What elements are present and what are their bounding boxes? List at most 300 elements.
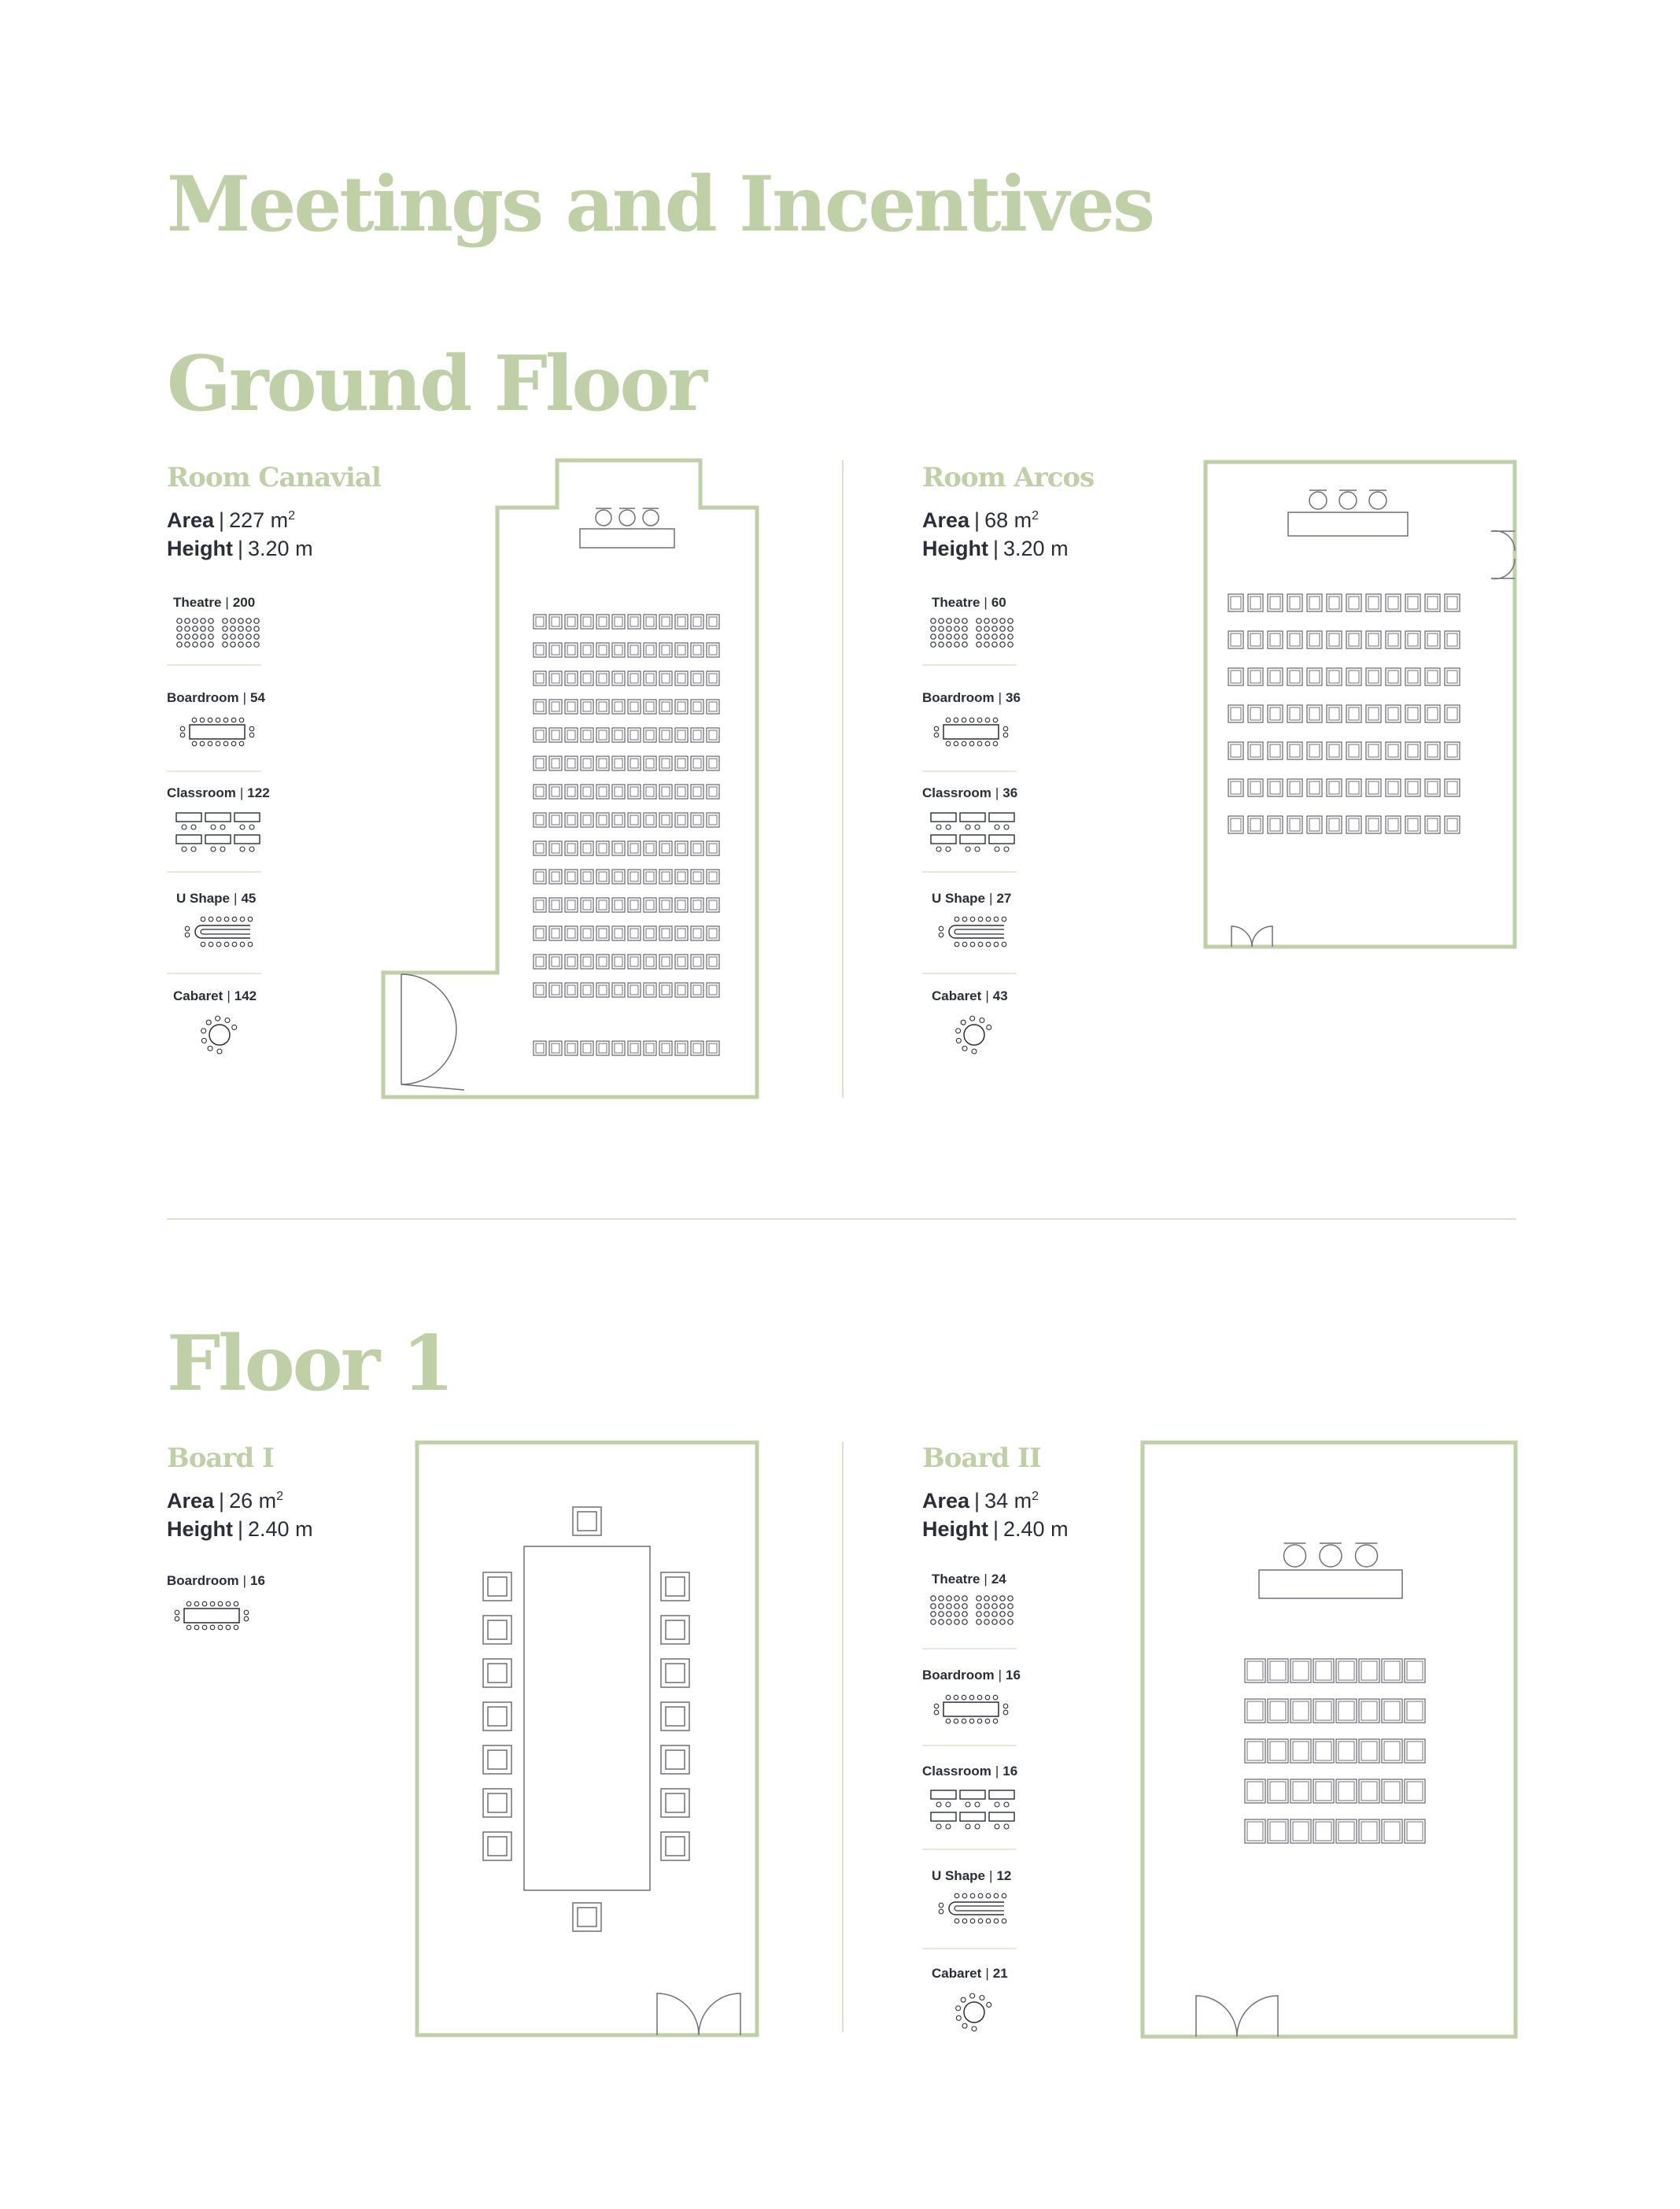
seat-dot xyxy=(194,1625,199,1630)
stage-table xyxy=(580,529,674,548)
area-unit-sup: 2 xyxy=(1032,1490,1039,1503)
door-leaf xyxy=(1231,926,1252,947)
chair xyxy=(1382,1779,1402,1803)
chair-seat xyxy=(1384,1701,1400,1720)
seat-dot xyxy=(931,1612,936,1616)
chair-seat xyxy=(552,1044,559,1053)
seat-dot xyxy=(993,1695,998,1700)
seat-dot xyxy=(986,1893,991,1898)
chair-seat xyxy=(615,787,622,796)
chair-seat xyxy=(1309,744,1320,757)
separator: | xyxy=(238,1517,244,1541)
chair-seat xyxy=(693,957,701,966)
chair-seat xyxy=(583,872,591,881)
chair-seat xyxy=(646,957,654,966)
chair-seat xyxy=(567,957,575,966)
floor-title-floor1: Floor 1 xyxy=(167,1319,452,1408)
area-label: Area xyxy=(922,508,970,532)
seat-dot xyxy=(987,1025,991,1029)
desk xyxy=(989,835,1014,844)
chair-seat xyxy=(1388,670,1398,683)
seat-dot xyxy=(947,1620,951,1624)
layout-name: Theatre xyxy=(932,595,980,610)
seat-dot xyxy=(970,1893,975,1898)
seat-dot xyxy=(954,626,959,631)
chair-seat xyxy=(1293,1701,1309,1720)
chair-seat xyxy=(662,957,670,966)
speaker-seat xyxy=(619,510,635,526)
chair-seat xyxy=(1270,707,1280,720)
seat-dot xyxy=(231,634,235,639)
chair-seat xyxy=(552,957,559,966)
layout-capacity: 200 xyxy=(232,595,256,610)
chair-seat xyxy=(1427,597,1438,609)
seat-dot xyxy=(211,825,216,829)
chair-seat xyxy=(615,872,622,881)
chair-seat xyxy=(1250,597,1261,609)
u-table-inner xyxy=(954,1906,1004,1911)
chair-seat xyxy=(678,957,685,966)
chair-seat xyxy=(1270,1661,1286,1680)
separator: | xyxy=(242,1573,247,1588)
chair-seat xyxy=(1368,634,1379,646)
chair-seat xyxy=(1384,1742,1400,1760)
chair-seat xyxy=(1388,744,1398,757)
chair-seat xyxy=(1447,818,1457,831)
seat-dot xyxy=(186,1625,191,1630)
chair-seat xyxy=(709,617,717,626)
chair-seat xyxy=(1247,1822,1263,1841)
chair-row xyxy=(534,615,719,629)
chair-seat xyxy=(1247,1782,1263,1801)
chair-seat xyxy=(662,844,670,853)
chair-seat xyxy=(599,844,607,853)
seat-dot xyxy=(231,626,235,631)
seat-dot xyxy=(249,726,254,731)
seat-dot xyxy=(975,1802,980,1807)
chair-seat xyxy=(1427,818,1438,831)
plan-board-ii xyxy=(922,1442,1516,2037)
chair-seat xyxy=(1270,1742,1286,1760)
chair-seat xyxy=(599,645,607,655)
chair-seat xyxy=(599,872,607,881)
separator: | xyxy=(974,1489,980,1513)
chair-seat xyxy=(630,957,638,966)
chair-seat xyxy=(1349,744,1359,757)
chair-seat xyxy=(1338,1742,1354,1760)
seat-dot xyxy=(934,726,939,731)
seat-dot xyxy=(972,2026,977,2031)
seat-dot xyxy=(954,1919,959,1923)
chair-seat xyxy=(1388,781,1398,794)
seat-dot xyxy=(969,741,974,746)
chair-seat xyxy=(615,900,622,910)
boardroom-layout-icon xyxy=(180,718,254,746)
seat-dot xyxy=(966,847,970,851)
chair-seat xyxy=(1250,744,1261,757)
seat-dot xyxy=(254,619,259,623)
area-label: Area xyxy=(922,1489,970,1513)
chair-seat xyxy=(1329,634,1339,646)
chair-seat xyxy=(1408,634,1418,646)
door-leaf xyxy=(1196,1996,1237,2037)
seat-dot xyxy=(254,626,259,631)
layout-capacity: 43 xyxy=(992,988,1008,1003)
seat-dot xyxy=(985,741,990,746)
seat-dot xyxy=(936,847,941,851)
seat-dot xyxy=(986,942,991,947)
chair-seat xyxy=(1250,634,1261,646)
separator: | xyxy=(219,1489,225,1513)
chair-row xyxy=(1245,1659,1425,1683)
layout-name: Boardroom xyxy=(922,1668,995,1683)
chair-seat xyxy=(709,759,717,768)
seat-dot xyxy=(970,942,975,947)
seat-dot xyxy=(954,1604,959,1609)
seat-dot xyxy=(1008,1604,1013,1609)
chair-seat xyxy=(709,957,717,966)
chair-seat xyxy=(662,900,670,910)
chair-seat xyxy=(693,900,701,910)
table xyxy=(943,725,999,739)
seat-dot xyxy=(1000,619,1005,623)
layout-name: U Shape xyxy=(176,891,231,906)
u-table-inner xyxy=(954,929,1004,934)
chair-seat xyxy=(630,929,638,938)
chair-seat xyxy=(630,844,638,853)
chair-seat xyxy=(1361,1742,1377,1760)
seat-dot xyxy=(977,1604,981,1609)
u-shape-layout-icon xyxy=(939,917,1006,947)
chair-seat xyxy=(709,730,717,740)
chair-seat xyxy=(552,759,559,768)
door-sill xyxy=(401,1084,464,1090)
seat-dot xyxy=(962,1893,967,1898)
chair-seat xyxy=(1293,1661,1309,1680)
chair xyxy=(1336,1659,1357,1683)
seat-dot xyxy=(1002,1919,1006,1923)
chair-seat xyxy=(1349,707,1359,720)
chair-seat xyxy=(599,900,607,910)
chair-seat xyxy=(583,844,591,853)
seat-dot xyxy=(218,1601,223,1606)
seat-dot xyxy=(962,1919,967,1923)
chair-seat xyxy=(1388,818,1398,831)
chair-seat xyxy=(1349,670,1359,683)
chair-row xyxy=(1245,1739,1425,1763)
room-outline xyxy=(417,1442,757,2035)
seat-dot xyxy=(185,933,190,937)
chair-row xyxy=(1228,705,1460,722)
seat-dot xyxy=(992,1596,997,1601)
seat-dot xyxy=(954,1893,959,1898)
seat-dot xyxy=(995,847,999,851)
seat-dot xyxy=(980,1996,984,2000)
seat-dot xyxy=(226,1625,231,1630)
chair-seat xyxy=(646,929,654,938)
chair-seat xyxy=(615,815,622,825)
chair-seat xyxy=(1408,744,1418,757)
stage-table xyxy=(1288,512,1408,536)
chair-seat xyxy=(1407,1822,1423,1841)
chair xyxy=(1336,1779,1357,1803)
chair-seat xyxy=(1309,818,1320,831)
seat-dot xyxy=(209,942,213,947)
seat-dot xyxy=(954,741,958,746)
layout-name: U Shape xyxy=(932,1868,986,1883)
chair-seat xyxy=(1384,1782,1400,1801)
seat-dot xyxy=(939,1596,943,1601)
height-label: Height xyxy=(922,1517,988,1541)
layout-name: Boardroom xyxy=(167,1573,239,1588)
chair-seat xyxy=(583,759,591,768)
seat-dot xyxy=(939,1604,943,1609)
seat-dot xyxy=(936,1824,941,1829)
seat-dot xyxy=(978,1919,983,1923)
chair-seat xyxy=(662,1044,670,1053)
separator: | xyxy=(995,1764,999,1779)
seat-dot xyxy=(954,1612,959,1616)
chair-seat xyxy=(1329,818,1339,831)
seat-dot xyxy=(977,619,981,623)
chair-seat xyxy=(615,759,622,768)
chair-seat xyxy=(567,844,575,853)
chair-seat xyxy=(1349,634,1359,646)
seat-dot xyxy=(936,1802,941,1807)
layout-name: Classroom xyxy=(922,785,991,800)
layout-capacity: 21 xyxy=(992,1966,1008,1981)
separator: | xyxy=(998,690,1002,705)
area-value: 26 m xyxy=(229,1489,277,1513)
seat-dot xyxy=(210,1601,215,1606)
chair xyxy=(1405,1659,1425,1683)
chair-seat xyxy=(646,787,654,796)
seat-dot xyxy=(962,1695,966,1700)
seat-dot xyxy=(931,634,936,639)
door-leaf xyxy=(401,1029,456,1084)
chair-seat xyxy=(536,985,544,995)
chair-seat xyxy=(630,730,638,740)
chair-seat xyxy=(1361,1701,1377,1720)
seat-dot xyxy=(962,626,967,631)
chair-seat xyxy=(1270,1701,1286,1720)
chair-seat xyxy=(709,900,717,910)
chair-seat xyxy=(630,759,638,768)
seat-dot xyxy=(201,619,205,623)
chair-seat xyxy=(646,674,654,683)
seat-dot xyxy=(202,1601,207,1606)
seat-dot xyxy=(231,642,235,647)
chair-seat xyxy=(552,844,559,853)
seat-dot xyxy=(232,942,237,947)
chair-seat xyxy=(1250,818,1261,831)
chair-seat xyxy=(599,674,607,683)
chair-seat xyxy=(536,1044,544,1053)
seat-dot xyxy=(209,619,213,623)
chair-row xyxy=(1245,1819,1425,1843)
desk xyxy=(960,835,985,844)
chair-seat xyxy=(678,759,685,768)
height-value: 2.40 m xyxy=(1003,1517,1069,1541)
seat-dot xyxy=(1008,1596,1013,1601)
seat-dot xyxy=(961,1997,966,2002)
chair-seat xyxy=(1293,1782,1309,1801)
seat-dot xyxy=(191,825,196,829)
chair xyxy=(1313,1779,1334,1803)
seat-dot xyxy=(216,718,220,722)
seat-dot xyxy=(984,1612,989,1616)
chair xyxy=(1245,1739,1265,1763)
seat-dot xyxy=(208,741,212,746)
chair-seat xyxy=(583,787,591,796)
chair-seat xyxy=(1407,1701,1423,1720)
desk xyxy=(931,1812,956,1821)
chair xyxy=(1290,1739,1311,1763)
seat-dot xyxy=(969,718,974,722)
chair xyxy=(1268,1779,1288,1803)
seat-dot xyxy=(216,917,221,922)
chair-seat xyxy=(552,985,559,995)
chair-seat xyxy=(1384,1822,1400,1841)
height-value: 2.40 m xyxy=(248,1517,313,1541)
theatre-layout-icon xyxy=(177,619,259,647)
seat-dot xyxy=(956,2015,961,2020)
cabaret-layout-icon xyxy=(956,1016,991,1054)
area-unit-sup: 2 xyxy=(276,1490,283,1503)
seat-dot xyxy=(939,642,943,647)
chair-seat xyxy=(552,872,559,881)
chair-seat xyxy=(1329,670,1339,683)
chair-seat xyxy=(678,702,685,711)
chair-seat xyxy=(662,617,670,626)
seat-dot xyxy=(246,642,251,647)
separator: | xyxy=(239,785,244,800)
chair xyxy=(1245,1779,1265,1803)
chair-seat xyxy=(1361,1782,1377,1801)
chair-seat xyxy=(1231,634,1241,646)
chair-seat xyxy=(1270,634,1280,646)
seat-dot xyxy=(239,741,244,746)
chair xyxy=(1313,1739,1334,1763)
height-label: Height xyxy=(167,537,233,560)
seat-dot xyxy=(231,741,236,746)
separator: | xyxy=(995,785,999,800)
chair-seat xyxy=(662,645,670,655)
height-label: Height xyxy=(922,537,988,560)
seat-dot xyxy=(936,825,941,829)
layout-name: Boardroom xyxy=(922,690,995,705)
chair-seat xyxy=(1408,818,1418,831)
speaker-seat xyxy=(1284,1545,1306,1567)
seat-dot xyxy=(987,2002,991,2007)
chair-seat xyxy=(1316,1742,1331,1760)
seat-dot xyxy=(1003,726,1008,731)
seat-dot xyxy=(249,825,254,829)
chair-seat xyxy=(1231,818,1241,831)
seat-dot xyxy=(977,718,982,722)
chair-seat xyxy=(567,759,575,768)
seat-dot xyxy=(962,1719,966,1723)
chair xyxy=(1382,1819,1402,1843)
chair xyxy=(1313,1819,1334,1843)
chair-seat xyxy=(693,815,701,825)
round-table xyxy=(964,2002,984,2022)
chair xyxy=(1359,1779,1379,1803)
chair-seat xyxy=(630,617,638,626)
seat-dot xyxy=(231,619,235,623)
seat-dot xyxy=(240,825,245,829)
seat-dot xyxy=(216,942,221,947)
side-chair-inner xyxy=(666,1750,685,1769)
chair-seat xyxy=(1290,818,1300,831)
seat-dot xyxy=(1004,1824,1009,1829)
seat-dot xyxy=(939,926,943,931)
seat-dot xyxy=(931,619,936,623)
chair-seat xyxy=(1329,781,1339,794)
desk xyxy=(234,835,260,844)
desk xyxy=(931,1790,956,1799)
seat-dot xyxy=(962,1596,967,1601)
boardroom-layout-icon xyxy=(175,1601,249,1630)
seat-dot xyxy=(224,942,229,947)
chair-row xyxy=(1245,1699,1425,1723)
seat-dot xyxy=(992,1620,997,1624)
chair-seat xyxy=(583,900,591,910)
boardroom-layout-icon xyxy=(934,718,1008,746)
chair-seat xyxy=(1316,1701,1331,1720)
head-chair-inner xyxy=(578,1512,596,1531)
chair-seat xyxy=(1447,707,1457,720)
chair xyxy=(1268,1699,1288,1723)
cabaret-layout-icon xyxy=(201,1016,237,1054)
chair-seat xyxy=(1447,634,1457,646)
chair-seat xyxy=(615,985,622,995)
chair-seat xyxy=(1231,597,1241,609)
chair-row xyxy=(1228,594,1460,611)
chair-seat xyxy=(599,1044,607,1053)
chair-seat xyxy=(552,645,559,655)
chair-seat xyxy=(567,900,575,910)
chair-seat xyxy=(1231,670,1241,683)
seat-dot xyxy=(947,619,951,623)
seat-dot xyxy=(209,917,213,922)
seat-dot xyxy=(238,634,243,639)
chair-seat xyxy=(552,674,559,683)
chair-seat xyxy=(599,929,607,938)
seat-dot xyxy=(931,1604,936,1609)
chair-seat xyxy=(1270,1782,1286,1801)
seat-dot xyxy=(954,634,959,639)
seat-dot xyxy=(947,1612,951,1616)
area-value: 34 m xyxy=(984,1489,1032,1513)
layout-name: Boardroom xyxy=(167,690,239,705)
side-chair-inner xyxy=(666,1793,685,1812)
chair-seat xyxy=(567,815,575,825)
side-chair-inner xyxy=(488,1620,507,1639)
chair-seat xyxy=(630,1044,638,1053)
seat-dot xyxy=(1008,642,1013,647)
side-chair-inner xyxy=(666,1577,685,1596)
chair-seat xyxy=(662,872,670,881)
seat-dot xyxy=(1000,1620,1005,1624)
seat-dot xyxy=(1008,626,1013,631)
height-label: Height xyxy=(167,1517,233,1541)
seat-dot xyxy=(1003,1710,1008,1715)
chair-seat xyxy=(1247,1661,1263,1680)
chair-seat xyxy=(599,759,607,768)
desk xyxy=(989,813,1014,822)
plan-room-canavial xyxy=(167,460,757,1097)
